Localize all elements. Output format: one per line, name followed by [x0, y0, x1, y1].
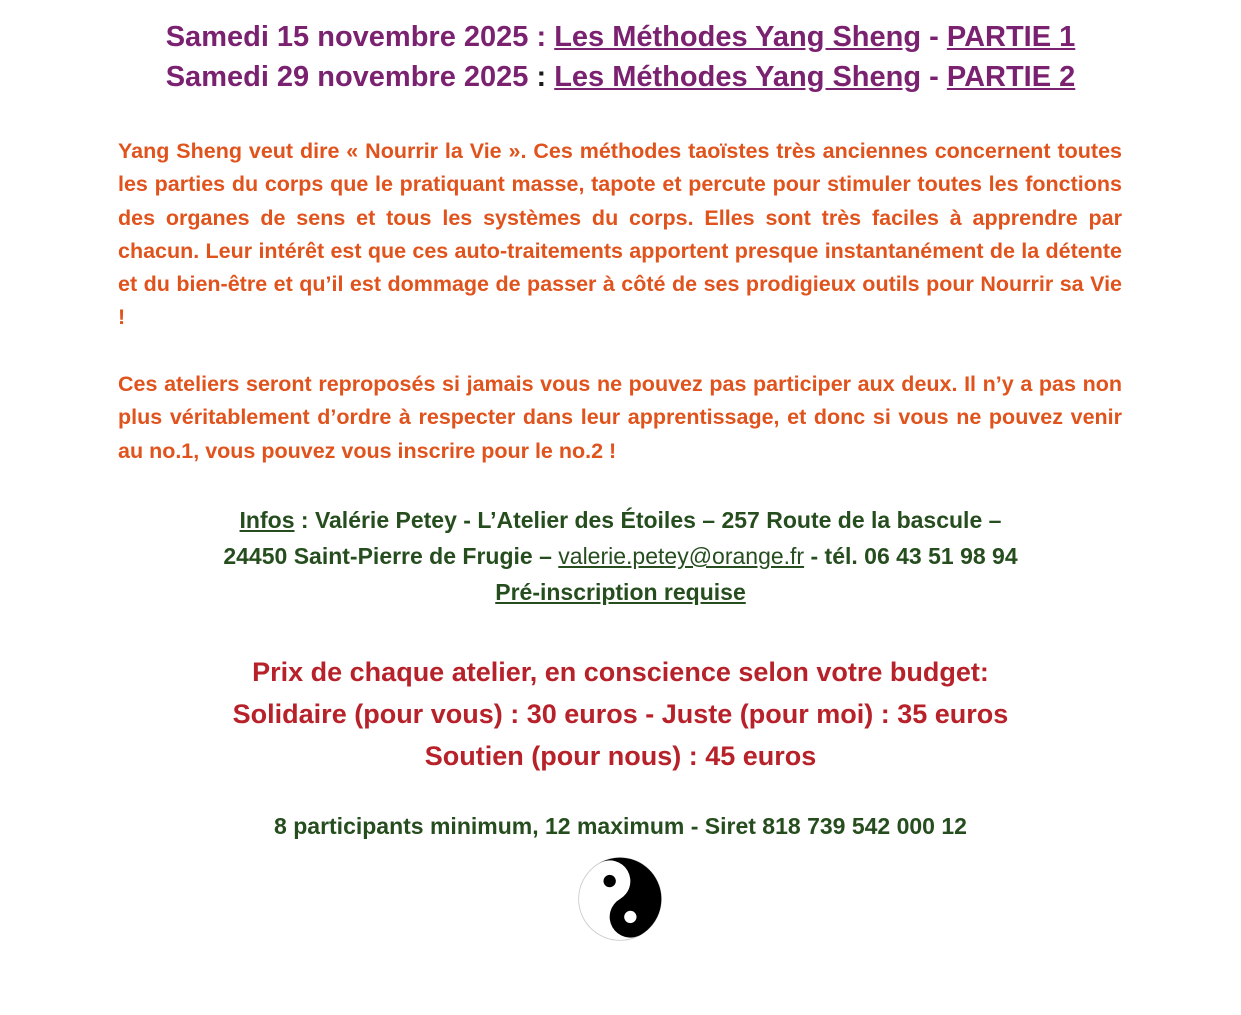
session-titles [0, 17, 1241, 97]
contact-phone: - tél. 06 43 51 98 94 [804, 543, 1018, 569]
info-line-2 [0, 538, 1241, 574]
info-label: Infos [239, 507, 295, 533]
yin-yang-icon [576, 855, 664, 943]
pricing-heading: Prix de chaque atelier, en conscience selon votre budget: [252, 657, 989, 687]
email-link[interactable]: valerie.petey@orange.fr [558, 543, 805, 569]
session-date: Samedi 29 novembre 2025 [165, 61, 529, 93]
info-line-3 [0, 574, 1241, 610]
separator: - [921, 61, 947, 93]
session-part-link[interactable]: PARTIE 2 [946, 61, 1076, 93]
colon: : [528, 21, 555, 53]
contact-info [0, 502, 1241, 610]
session-part-link[interactable]: PARTIE 1 [946, 21, 1076, 53]
pricing-line-3: Soutien (pour nous) : 45 euros [424, 741, 817, 771]
colon: : [528, 61, 555, 93]
note-paragraph: Ces ateliers seront reproposés si jamais vous ne pouvez pas participer aux deux. Il n’y a pas non plus véritablement d’ordre à respecter dans leur apprentissage, et donc si vous ne pouvez venir au no.1, vous pouvez vous inscrire pour le no.2 ! [118, 372, 1122, 463]
contact-address: : Valérie Petey - L’Atelier des Étoiles – 257 Route de la bascule – [294, 507, 1002, 533]
pricing-line-2: Solidaire (pour vous) : 30 euros - Juste (pour moi) : 35 euros [232, 699, 1009, 729]
session-line-2 [0, 57, 1241, 97]
separator: - [921, 21, 947, 53]
registration-required: Pré-inscription requise [495, 579, 746, 605]
session-line-1 [0, 17, 1241, 57]
session-title-link[interactable]: Les Méthodes Yang Sheng [554, 21, 922, 53]
pricing [0, 651, 1241, 777]
description-paragraph: Yang Sheng veut dire « Nourrir la Vie ». Ces méthodes taoïstes très anciennes concernent toutes les parties du corps que le pratiquant masse, tapote et percute pour stimuler toutes les fonctions des organes de sens et tous les systèmes du corps. Elles sont très faciles à apprendre par chacun. Leur intérêt est que ces auto-traitements apportent presque instantanément de la détente et du bien-être et qu’il est dommage de passer à côté de ses prodigieux outils pour Nourrir sa Vie ! [118, 139, 1122, 330]
info-line-1 [0, 502, 1241, 538]
session-date: Samedi 15 novembre 2025 [165, 21, 529, 53]
session-title-link[interactable]: Les Méthodes Yang Sheng [554, 61, 922, 93]
participants-info: 8 participants minimum, 12 maximum - Siret 818 739 542 000 12 [274, 813, 967, 839]
contact-city: 24450 Saint-Pierre de Frugie – [223, 543, 559, 569]
